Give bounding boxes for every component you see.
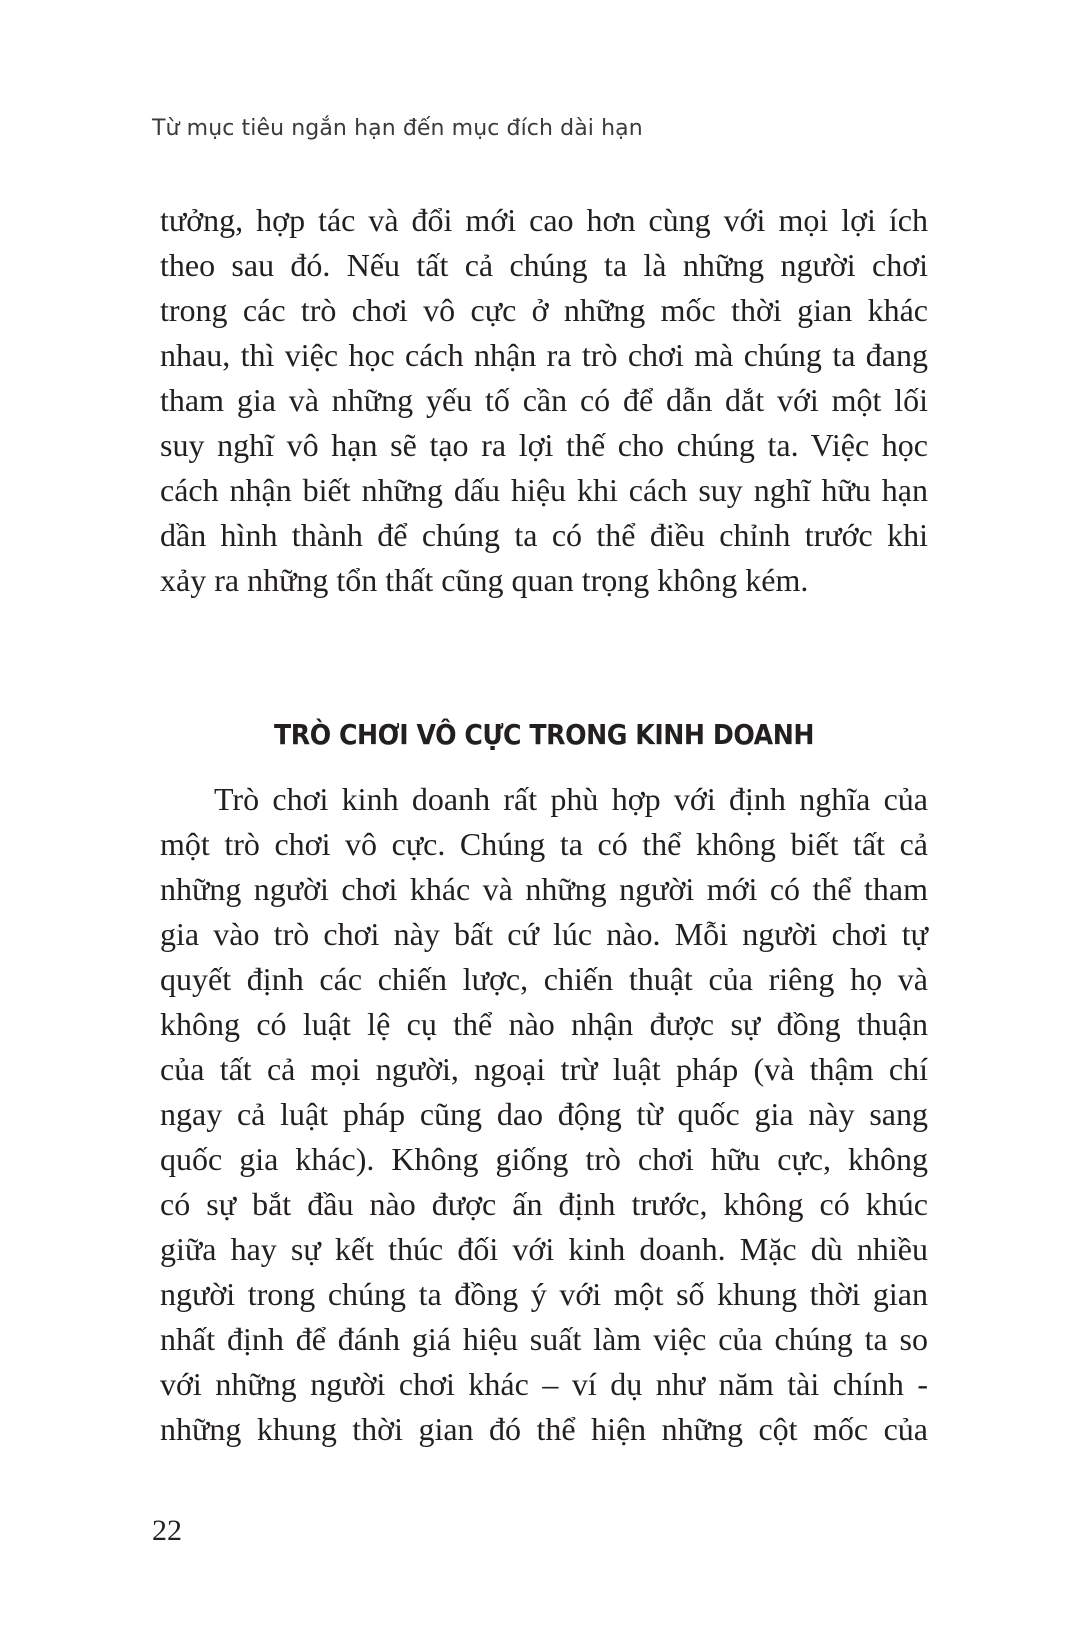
text-line: cách nhận biết những dấu hiệu khi cách suy nghĩ hữu hạn [160,472,928,508]
text-line: xảy ra những tổn thất cũng quan trọng không kém. [160,562,809,598]
running-header: Từ mục tiêu ngắn hạn đến mục đích dài hạn [152,116,643,141]
text-line: quốc gia khác). Không giống trò chơi hữu cực, không [160,1141,928,1177]
section-title: TRÒ CHƠI VÔ CỰC TRONG KINH DOANH [274,718,814,751]
text-line: ngay cả luật pháp cũng dao động từ quốc gia này sang [160,1096,928,1132]
text-line: những khung thời gian đó thể hiện những cột mốc của [160,1411,928,1447]
page-number: 22 [152,1514,182,1547]
text-line: nhất định để đánh giá hiệu suất làm việc của chúng ta so [160,1321,928,1357]
text-line: của tất cả mọi người, ngoại trừ luật pháp (và thậm chí [160,1051,928,1087]
text-line: những người chơi khác và những người mới có thể tham [160,871,928,907]
text-line: suy nghĩ vô hạn sẽ tạo ra lợi thế cho chúng ta. Việc học [160,427,928,463]
text-line: gia vào trò chơi này bất cứ lúc nào. Mỗi người chơi tự [160,916,928,952]
text-line: giữa hay sự kết thúc đối với kinh doanh. Mặc dù nhiều [160,1231,928,1267]
text-line: nhau, thì việc học cách nhận ra trò chơi mà chúng ta đang [160,337,928,373]
text-line: quyết định các chiến lược, chiến thuật của riêng họ và [160,961,928,997]
text-line: không có luật lệ cụ thể nào nhận được sự đồng thuận [160,1006,928,1042]
text-line: dần hình thành để chúng ta có thể điều chỉnh trước khi [160,517,928,553]
text-line: Trò chơi kinh doanh rất phù hợp với định nghĩa của [214,781,928,817]
text-line: tham gia và những yếu tố cần có để dẫn dắt với một lối [160,382,928,418]
text-line: có sự bắt đầu nào được ấn định trước, không có khúc [160,1186,928,1222]
text-line: với những người chơi khác – ví dụ như năm tài chính - [160,1366,928,1402]
text-line: người trong chúng ta đồng ý với một số khung thời gian [160,1276,928,1312]
text-line: tưởng, hợp tác và đổi mới cao hơn cùng với mọi lợi ích [160,202,928,238]
text-line: theo sau đó. Nếu tất cả chúng ta là những người chơi [160,247,928,283]
text-line: một trò chơi vô cực. Chúng ta có thể không biết tất cả [160,826,928,862]
text-line: trong các trò chơi vô cực ở những mốc thời gian khác [160,292,928,328]
